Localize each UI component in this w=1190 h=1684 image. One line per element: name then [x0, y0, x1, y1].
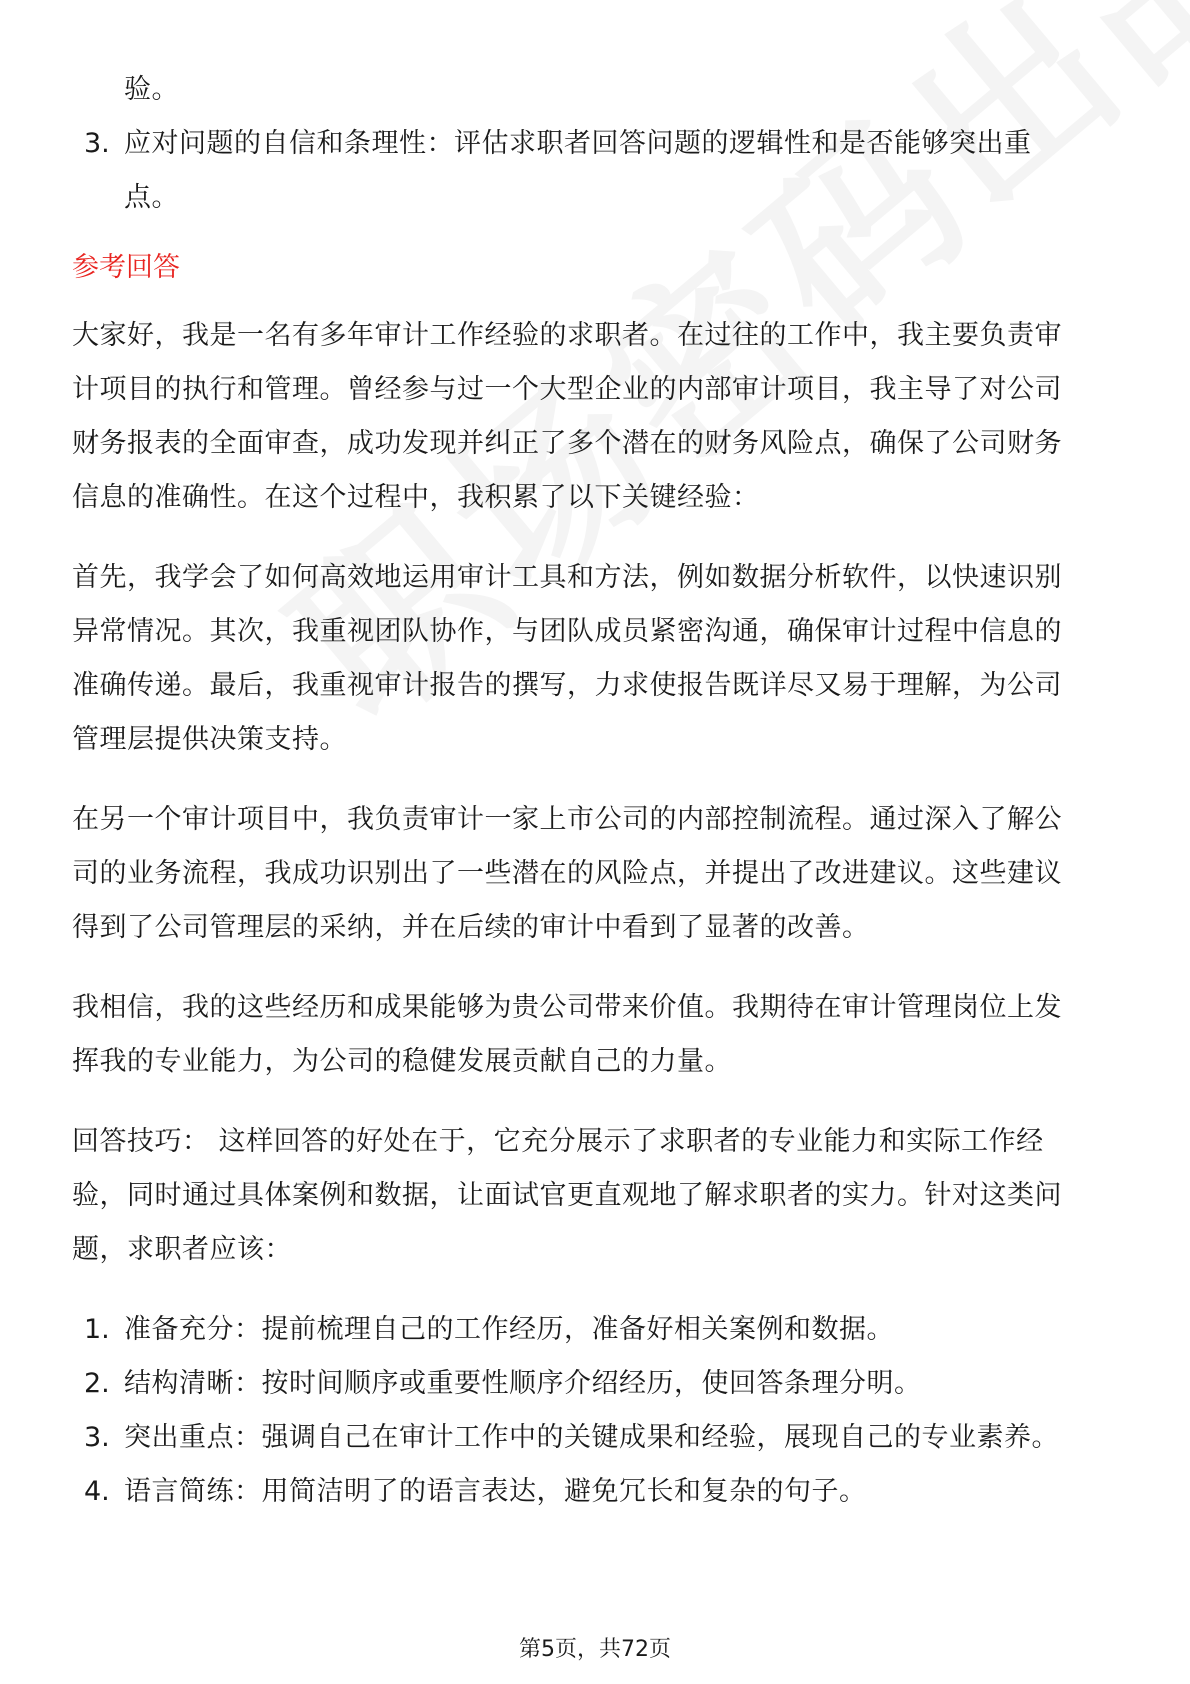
- paragraph-line: 财务报表的全面审查，成功发现并纠正了多个潜在的财务风险点，确保了公司财务: [72, 428, 1062, 459]
- paragraph-line: 管理层提供决策支持。: [72, 724, 347, 755]
- paragraph-line: 准确传递。最后，我重视审计报告的撰写，力求使报告既详尽又易于理解，为公司: [72, 670, 1062, 701]
- paragraph-line: 挥我的专业能力，为公司的稳健发展贡献自己的力量。: [72, 1046, 732, 1077]
- list-item-text: 应对问题的自信和条理性：评估求职者回答问题的逻辑性和是否能够突出重: [124, 128, 1032, 159]
- paragraph-line: 异常情况。其次，我重视团队协作，与团队成员紧密沟通，确保审计过程中信息的: [72, 616, 1062, 647]
- list-item-number: 1.: [84, 1314, 110, 1345]
- list-item-text: 点。: [124, 182, 179, 213]
- list-item-text: 结构清晰：按时间顺序或重要性顺序介绍经历，使回答条理分明。: [124, 1368, 922, 1399]
- paragraph-line: 我相信，我的这些经历和成果能够为贵公司带来价值。我期待在审计管理岗位上发: [72, 992, 1062, 1023]
- paragraph-line: 首先，我学会了如何高效地运用审计工具和方法，例如数据分析软件，以快速识别: [72, 562, 1062, 593]
- list-item-continuation: 验。: [124, 74, 179, 105]
- paragraph-line: 回答技巧： 这样回答的好处在于，它充分展示了求职者的专业能力和实际工作经: [72, 1126, 1044, 1157]
- paragraph-line: 司的业务流程，我成功识别出了一些潜在的风险点，并提出了改进建议。这些建议: [72, 858, 1062, 889]
- list-item-text: 突出重点：强调自己在审计工作中的关键成果和经验，展现自己的专业素养。: [124, 1422, 1059, 1453]
- paragraph-line: 题，求职者应该：: [72, 1234, 292, 1265]
- paragraph-line: 在另一个审计项目中，我负责审计一家上市公司的内部控制流程。通过深入了解公: [72, 804, 1062, 835]
- list-item-number: 4.: [84, 1476, 110, 1507]
- list-item-number: 3.: [84, 1422, 110, 1453]
- page-number-footer: 第5页，共72页: [519, 1637, 671, 1662]
- list-item-number: 3.: [84, 128, 110, 159]
- paragraph-line: 信息的准确性。在这个过程中，我积累了以下关键经验：: [72, 482, 760, 513]
- paragraph-line: 得到了公司管理层的采纳，并在后续的审计中看到了显著的改善。: [72, 912, 870, 943]
- list-item-number: 2.: [84, 1368, 110, 1399]
- section-heading: 参考回答: [72, 252, 180, 283]
- paragraph-line: 验，同时通过具体案例和数据，让面试官更直观地了解求职者的实力。针对这类问: [72, 1180, 1062, 1211]
- list-item-text: 语言简练：用简洁明了的语言表达，避免冗长和复杂的句子。: [124, 1476, 867, 1507]
- paragraph-line: 大家好，我是一名有多年审计工作经验的求职者。在过往的工作中，我主要负责审: [72, 320, 1062, 351]
- paragraph-line: 计项目的执行和管理。曾经参与过一个大型企业的内部审计项目，我主导了对公司: [72, 374, 1062, 405]
- list-item-text: 准备充分：提前梳理自己的工作经历，准备好相关案例和数据。: [124, 1314, 894, 1345]
